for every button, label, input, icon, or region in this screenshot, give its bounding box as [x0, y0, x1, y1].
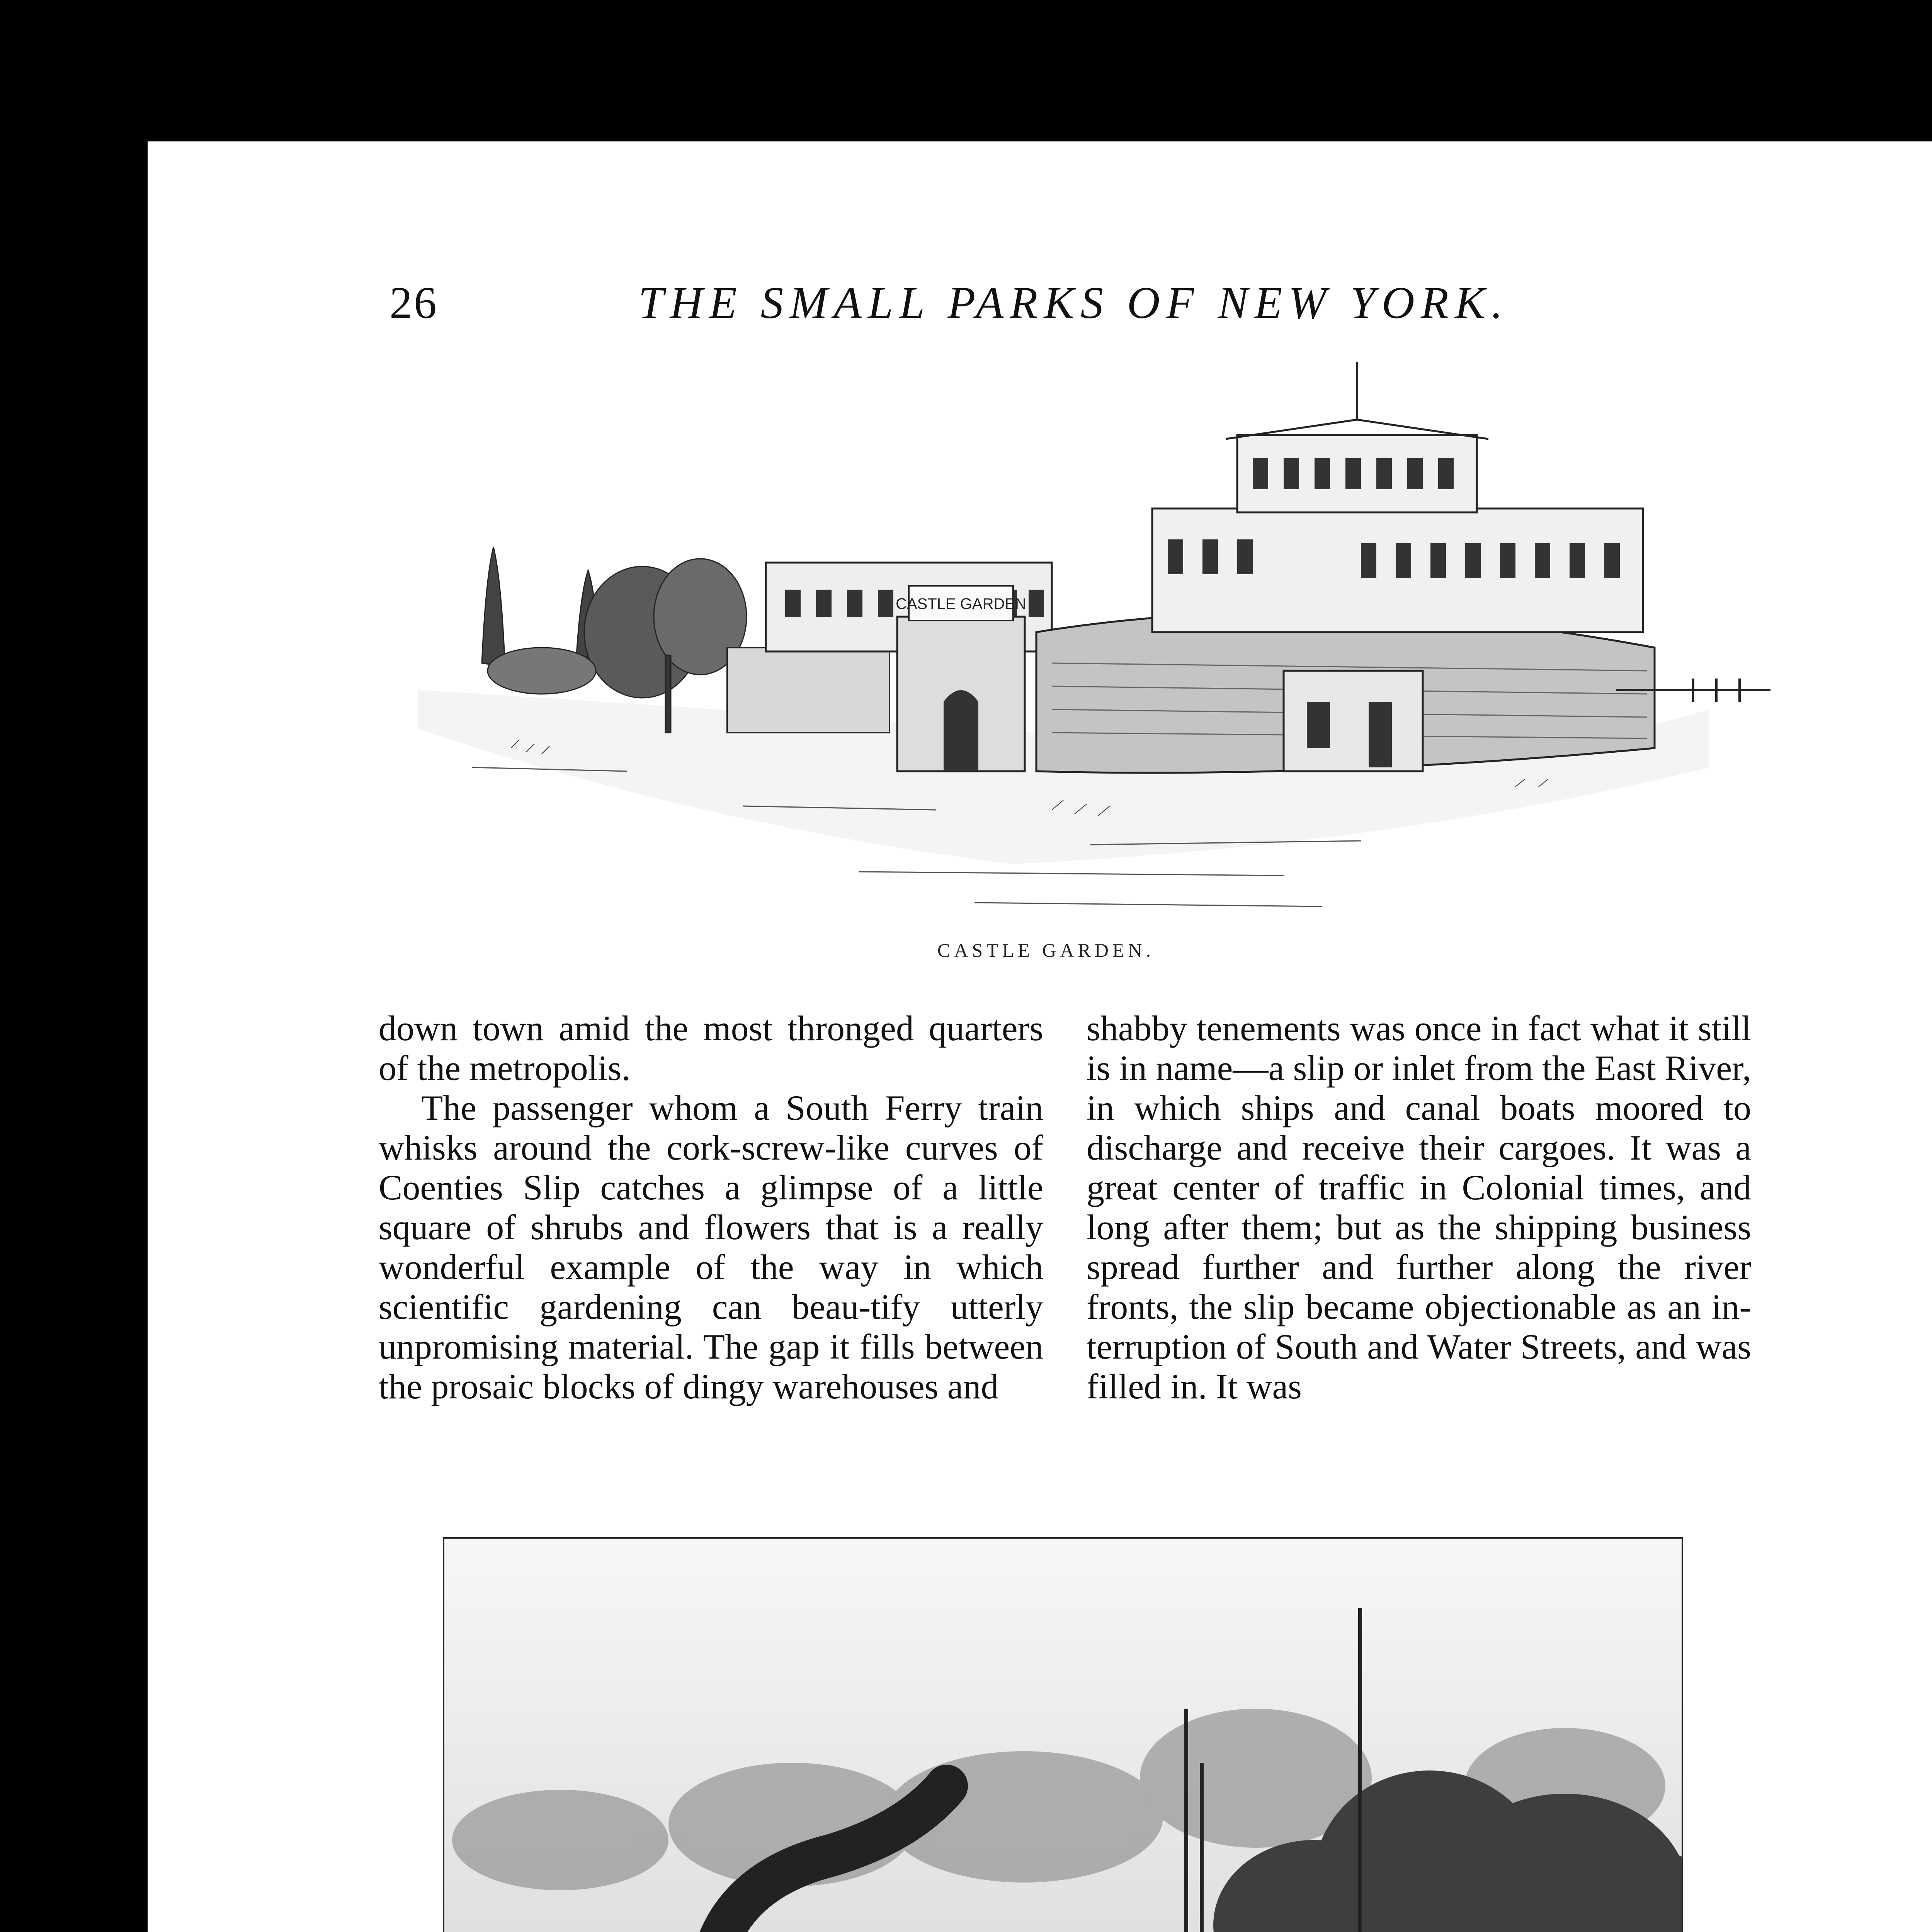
castle-garden-caption: CASTLE GARDEN. [937, 939, 1155, 961]
castle-garden-sign: CASTLE GARDEN [896, 595, 1026, 612]
paragraph: The passenger whom a South Ferry train whisks around the cork-screw-like curves of Coenties Slip catches a glimpse of a little square of shrubs and flowers that is a really wonderful example of the way in which scientific gardening can beau-tify utterly unpromising material. The gap it fills between the prosaic blocks of dingy warehouses and [379, 1088, 1043, 1406]
castle-garden-illustration [395, 362, 1886, 1073]
paragraph: down town amid the most thronged quarters of the metropolis. [379, 1009, 1043, 1088]
book-page [148, 141, 1932, 1932]
text-column-right [1087, 1009, 1751, 1406]
text-column-left [379, 1009, 1043, 1406]
page-number: 26 [389, 277, 438, 328]
battery-park-sea-wall-illustration [443, 1537, 1683, 1932]
running-head [148, 277, 1932, 338]
running-title: THE SMALL PARKS OF NEW YORK. [638, 277, 1509, 328]
paragraph: shabby tenements was once in fact what it still is in name—a slip or inlet from the East River, in which ships and canal boats moored to discharge and receive their cargoes. It was a great center of traffic in Colonial times, and long after them; but as the shipping business spread further and further along the river fronts, the slip became objectionable as an in-terruption of South and Water Streets, and was filled in. It was [1087, 1009, 1751, 1406]
